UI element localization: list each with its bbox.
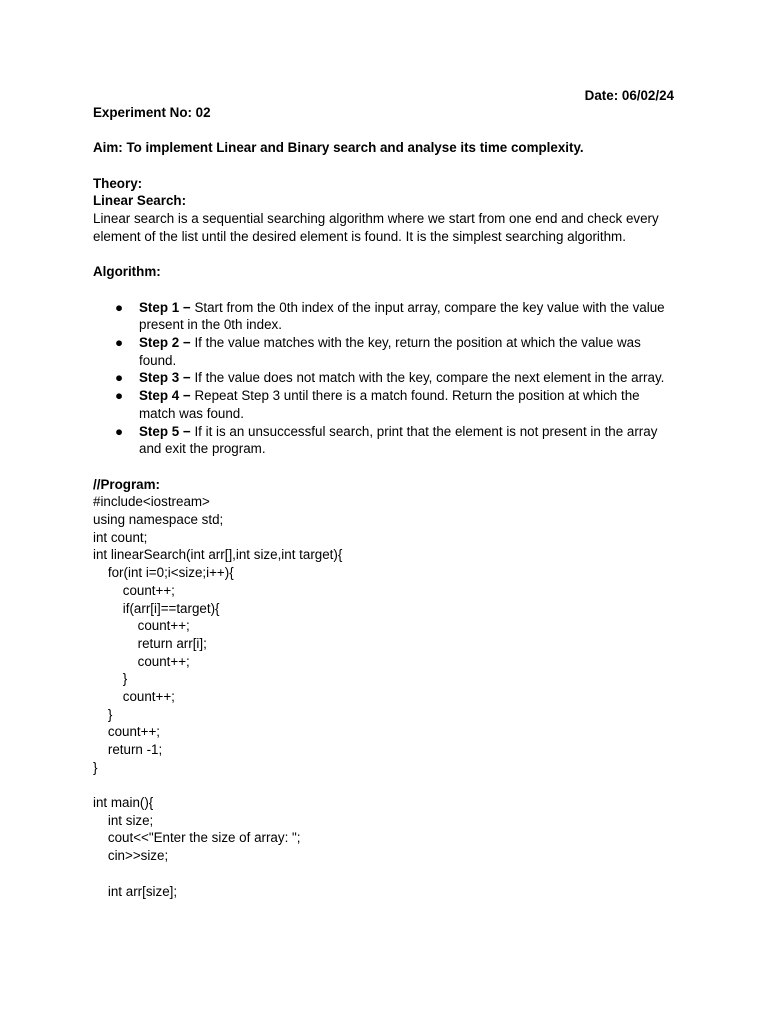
code-line: return arr[i]; — [93, 635, 207, 651]
code-line — [93, 865, 678, 883]
algorithm-heading: Algorithm: — [93, 264, 161, 280]
theory-heading: Theory: — [93, 175, 143, 191]
code-line: int arr[size]; — [93, 883, 178, 899]
code-line: } — [93, 671, 128, 687]
list-item — [93, 369, 678, 387]
step-text: If the value does not match with the key, compare the next element in the array. — [190, 370, 665, 386]
list-item — [93, 423, 678, 458]
code-line: int main(){ — [93, 795, 154, 811]
list-item — [93, 334, 678, 369]
step-label: Step 3 − — [139, 370, 191, 386]
code-line: #include<iostream> — [93, 494, 210, 510]
code-line: count++; — [93, 653, 190, 669]
bullet-icon: ● — [115, 299, 124, 315]
step-label: Step 1 − — [139, 299, 191, 315]
code-line: int size; — [93, 812, 154, 828]
code-line: count++; — [93, 618, 190, 634]
code-line: count++; — [93, 688, 175, 704]
step-label: Step 2 − — [139, 335, 191, 351]
code-line: } — [93, 759, 98, 775]
code-line: int count; — [93, 529, 148, 545]
linear-search-heading: Linear Search: — [93, 193, 187, 209]
experiment-number: Experiment No: 02 — [93, 105, 211, 120]
step-text: If the value matches with the key, return the position at which the value was found. — [139, 335, 641, 368]
date-label: Date: 06/02/24 — [584, 88, 674, 103]
code-line: cout<<"Enter the size of array: "; — [93, 830, 301, 846]
code-line: int linearSearch(int arr[],int size,int target){ — [93, 547, 343, 563]
aim-statement: Aim: To implement Linear and Binary search and analyse its time complexity. — [93, 140, 584, 156]
step-text: Start from the 0th index of the input array, compare the key value with the value present in the 0th index. — [139, 299, 665, 333]
document-body — [93, 104, 678, 900]
code-line: count++; — [93, 582, 175, 598]
code-line: for(int i=0;i<size;i++){ — [93, 565, 234, 581]
step-text: If it is an unsuccessful search, print that the element is not present in the array and exit the program. — [139, 423, 658, 457]
bullet-icon: ● — [115, 335, 124, 351]
code-line: count++; — [93, 724, 160, 740]
code-block — [93, 493, 678, 900]
code-line: using namespace std; — [93, 512, 224, 528]
bullet-icon: ● — [115, 388, 124, 404]
bullet-icon: ● — [115, 370, 124, 386]
code-line: cin>>size; — [93, 848, 169, 864]
step-label: Step 4 − — [139, 388, 191, 404]
code-line: return -1; — [93, 742, 163, 758]
code-line: } — [93, 706, 113, 722]
list-item — [93, 299, 678, 334]
code-line: if(arr[i]==target){ — [93, 600, 220, 616]
program-heading: //Program: — [93, 476, 160, 492]
linear-search-description: Linear search is a sequential searching algorithm where we start from one end and check every element of the list until the desired element is found. It is the simplest searching algorithm. — [93, 211, 659, 244]
step-text: Repeat Step 3 until there is a match found. Return the position at which the match was found. — [139, 388, 640, 421]
list-item — [93, 387, 678, 422]
step-label: Step 5 − — [139, 423, 191, 439]
algorithm-steps-list — [93, 299, 678, 458]
code-line — [93, 776, 678, 794]
bullet-icon: ● — [115, 423, 124, 439]
